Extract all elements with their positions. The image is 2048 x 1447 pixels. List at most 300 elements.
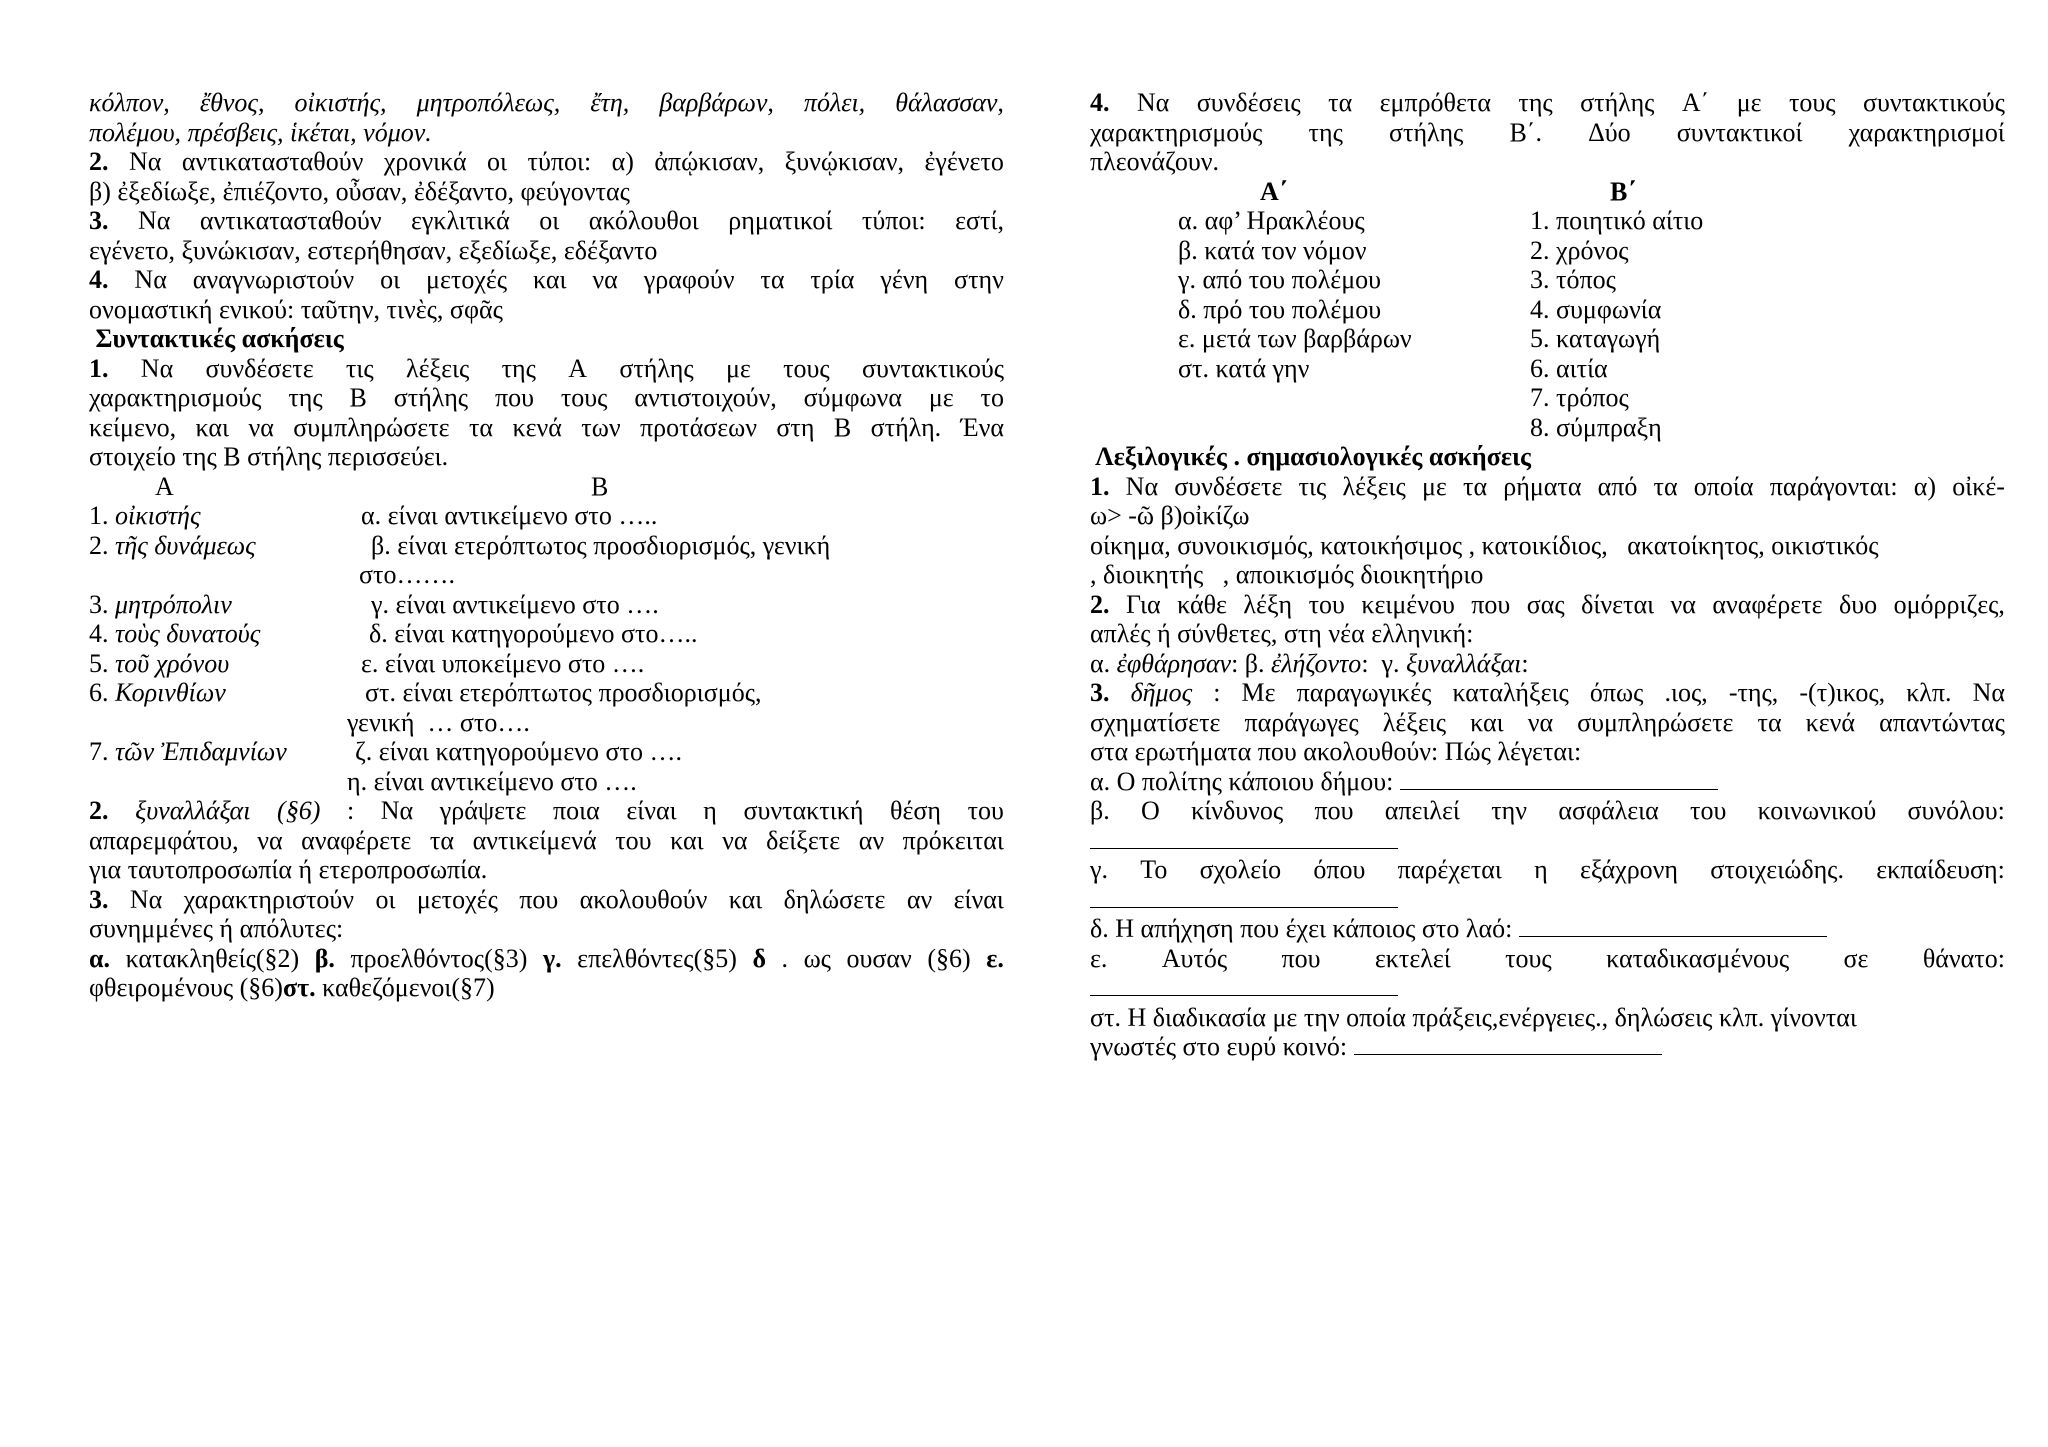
text-line [1090,767,1718,797]
word: συντακτικοί [1676,117,1803,147]
text-line [1090,1003,1857,1033]
text-segment: οίκημα, συνοικισμός, κατοικήσιμος , κατοικίδιος, ακατοίκητος, οικιστικός [1090,530,1879,560]
word: την [1491,796,1528,825]
word: συνδέσεις [1196,88,1301,117]
word: τα [1757,707,1782,737]
table-cell: στ. είναι ετερόπτωτος προσδιορισμός, [365,678,762,707]
word: η [703,796,717,825]
word: στήλης [1389,117,1464,147]
text-segment: , διοικητής , αποικισμός διοικητήριο [1090,560,1484,589]
word: τα [468,412,494,442]
word: Το [1140,855,1168,884]
text-line [89,236,657,266]
word: . [781,943,789,973]
word: στην [954,265,1004,294]
word: 4. [89,265,109,294]
word: αντιστοιχούν, [634,383,777,412]
word: σχολείο [1199,855,1282,884]
text-segment: 6. [89,678,115,707]
word: αναφέρετε [1712,589,1823,619]
text-segment: 7. [89,737,115,766]
text-line [1090,678,2005,708]
word: γένη [880,265,929,294]
word: αν [906,884,933,914]
word: Β΄. [1509,117,1542,147]
word: στήλης [619,353,694,383]
text-segment: πολέμου, πρέσβεις, ἱκέται, νόμον. [89,117,432,147]
word: λέξεις [1382,707,1447,737]
text-segment: 3. [89,589,115,619]
word: αν [858,825,885,855]
word: μετοχές [416,884,498,914]
word: συντακτικούς [862,353,1004,383]
text-segment: ξυναλλάξαι [1406,648,1522,678]
word: σχηματίσετε [1090,707,1221,737]
text-segment: ονομαστική ενικού: ταῦτην, τινὲς, σφᾶς [89,294,503,324]
word: ἀπῴκισαν, [654,147,765,176]
text-line [89,885,1004,915]
word: τα [429,825,454,855]
word: εξάχρονη [1579,855,1679,884]
text-segment: : [1521,648,1529,678]
word: κενά [512,412,562,442]
text-segment: τῆς δυνάμεως [115,530,256,560]
word: οι [375,884,396,914]
text-line [89,796,1004,826]
table-cell: α. είναι αντικείμενο στο ….. [361,501,658,530]
text-segment: Συντακτικές ασκήσεις [89,324,344,353]
word: ακολουθούν [579,884,708,914]
word: οἰκιστής, [294,88,387,117]
word: Να [380,796,414,825]
table-cell: ζ. είναι κατηγορούμενο στο …. [355,737,683,766]
text-segment: καθεζόμενοι(§7) [315,973,495,1002]
text-segment: πλεονάζουν. [1090,147,1219,176]
word: Αυτός [1161,943,1228,973]
word: και [533,265,567,294]
text-segment: ω> -ῶ β)οἰκίζω [1090,501,1250,530]
word: οι [487,147,508,176]
word: Να [1972,678,2005,707]
word: α. [89,943,111,973]
word: μετοχές [426,265,508,294]
word: να [248,412,274,442]
word: β. [1090,796,1110,825]
word: γ. [542,943,562,973]
table-cell: γενική … στο…. [347,707,530,737]
word: που [494,383,534,412]
word: τα [1463,471,1488,501]
text-segment: για ταυτοπροσωπία ή ετεροπροσωπία. [89,855,488,884]
word: α) [611,147,634,176]
word: πρόκειται [902,825,1004,855]
text-segment: μητρόπολιν [115,589,232,619]
word: παραγωγικές [1296,678,1432,707]
word: να [257,825,283,855]
word: .ιος, [1664,678,1708,707]
word: παράγωγες [1244,707,1359,737]
word: της [1308,117,1343,147]
text-line [1090,560,1483,590]
word: και [670,825,704,855]
word: χαρακτηρισμούς [1090,117,1263,147]
word: από [1597,471,1638,501]
word: δίνεται [1581,589,1655,619]
word: 1. [1090,471,1110,501]
word: απαντώντας [1879,707,2005,737]
word: α) [1913,471,1937,501]
text-line [1090,944,2005,974]
word: ε. [1090,943,1108,973]
word: -της, [1728,678,1779,707]
word: συνδέσετε [1174,471,1283,501]
table-cell: στ. κατά γην [1178,353,1310,383]
text-line [89,147,1004,177]
text-line [89,737,683,767]
word: σύμφωνα [803,383,902,412]
text-line [1090,1032,1662,1062]
word: δ [752,943,766,973]
word: λέξη [1243,589,1293,619]
word: που [1314,796,1354,825]
table-cell: 6. αιτία [1530,353,1608,383]
word: κενά [1805,707,1856,737]
word: ποια [553,796,600,825]
word: μητροπόλεως, [416,88,561,117]
text-line [89,442,448,472]
word: 4. [1090,88,1110,117]
text-line [1090,472,2005,502]
table-cell: η. είναι αντικείμενο στο …. [347,766,637,796]
text-segment: στα ερωτήματα που ακολουθούν: Πώς λέγεται: [1090,737,1582,766]
table-cell: στο……. [359,560,455,589]
word: κάθε [1177,589,1227,619]
table-cell: 5. καταγωγή [1530,324,1661,353]
text-segment: οἰκιστής [115,501,201,530]
word: βαρβάρων, [659,88,774,117]
word: ακόλουθοι [588,206,699,235]
table-cell: ε. μετά των βαρβάρων [1178,324,1412,353]
answer-blank [1400,767,1718,790]
text-line [89,619,698,649]
word: δῆμος [1130,678,1193,707]
word: απειλεί [1384,796,1460,825]
text-line [89,265,1004,295]
word: τους [560,383,608,412]
table-cell: ε. είναι υποκείμενο στο …. [361,648,645,678]
word: Να [140,353,174,383]
text-segment: τοῦ χρόνου [115,648,230,678]
word: με [1736,88,1762,117]
word: είναι [626,796,677,825]
word: τις [345,353,374,383]
word: τους [783,353,830,383]
text-line [89,648,645,679]
word: Με [1241,678,1276,707]
word: να [1670,589,1696,619]
table-cell: 2. χρόνος [1530,235,1629,265]
word: αντικατασταθούν [181,147,364,176]
word: γραφούν [643,265,735,294]
word: : [346,796,355,825]
word: λέξεις [405,353,470,383]
text-segment: Κορινθίων [115,678,226,707]
word: δηλώσετε [783,884,886,914]
word: με [928,383,954,412]
word: με [1421,471,1447,501]
text-line [89,678,762,708]
text-line [1090,442,1531,472]
word: αναγνωριστούν [192,265,355,294]
word: 2. [1090,589,1110,619]
text-segment: τοὺς δυνατούς [115,619,261,648]
text-line [89,295,503,325]
word: εστί, [955,206,1004,235]
text-segment: α. Ο πολίτης κάποιου δήμου: [1090,766,1400,796]
word: είναι [953,884,1004,914]
word: καταδικασμένους [1606,943,1790,973]
text-line [89,383,1004,413]
text-segment: τῶν Ἐπιδαμνίων [115,737,287,766]
word: όπου [1313,855,1366,884]
word: να [592,265,618,294]
word: 3. [89,884,109,914]
word: (§6) [927,943,971,973]
text-line [1090,737,1581,767]
word: κόλπον, [89,88,170,117]
word: κείμενο, [89,412,177,442]
text-line [89,206,1004,236]
word: ρηματικοί [728,206,833,235]
word: τους [1788,88,1836,117]
word: συνδέσετε [205,353,314,383]
word: ε. [986,943,1004,973]
word: τύποι: [861,206,926,235]
word: ξυνῴκισαν, [784,147,904,176]
table-cell: 8. σύμπραξη [1530,412,1662,442]
word: θάνατο: [1922,943,2005,973]
word: εκτελεί [1374,943,1451,973]
text-segment: στ. [282,973,316,1002]
word: τις [1298,471,1327,501]
word: η [1534,855,1548,884]
word: της [501,353,536,383]
text-segment: γνωστές στο ευρύ κοινό: [1090,1032,1354,1061]
word: με [725,353,751,383]
text-line [89,177,630,207]
text-line [1090,531,1879,561]
table-cell: Α [155,471,174,501]
text-line [1090,118,2005,148]
word: επελθόντες(§5) [577,943,737,973]
word: της [1518,88,1553,117]
word: οἰκέ- [1952,471,2005,501]
word: αναφέρετε [301,825,412,855]
word: στοιχειώδης. [1710,855,1844,884]
table-cell: β. είναι ετερόπτωτος προσδιορισμός, γενική [371,530,831,560]
word: όπως [1589,678,1644,707]
text-segment: 4. [89,619,115,648]
text-line [89,88,1004,118]
word: που [519,884,559,914]
answer-blank [1090,826,1398,849]
word: τα [1653,471,1678,501]
table-cell: β. κατά τον νόμον [1178,235,1367,265]
text-segment: ἐλήζοντο [1271,648,1362,678]
text-segment: απλές ή σύνθετες, στη νέα ελληνική: [1090,619,1474,648]
word: Να [1136,88,1170,117]
word: παρέχεται [1397,855,1502,884]
word: του [967,796,1004,825]
text-line [89,589,659,620]
text-line [1090,619,1473,649]
word: λέξεις [1342,471,1406,501]
text-line [1090,796,2005,826]
word: και [195,412,230,442]
word: στήλης [393,383,469,412]
table-cell: δ. είναι κατηγορούμενο στο….. [369,619,698,648]
word: των [581,412,621,442]
word: χαρακτηριστούν [183,884,355,914]
word: ἔτη, [590,88,630,117]
text-segment: στοιχείο της Β στήλης περισσεύει. [89,442,449,471]
word: ομόρριζες, [1893,589,2005,619]
text-line [89,354,1004,384]
word: χαρακτηρισμούς [89,383,262,412]
table-cell: Α΄ [1260,176,1288,206]
word: του [1308,589,1345,619]
table-cell: δ. πρό του πολέμου [1178,294,1382,324]
text-line [89,118,432,148]
text-segment: Λεξιλογικές . σημασιολογικές ασκήσεις [1090,442,1531,471]
text-segment: 1. [89,501,115,530]
word: οι [539,206,560,235]
answer-blank [1090,885,1398,908]
word: Ο [1141,796,1160,825]
word: αντικατασταθούν [199,206,382,235]
text-line [89,973,495,1003]
answer-blank [1519,914,1827,937]
table-cell: α. αφ’ Ηρακλέους [1178,206,1365,235]
word: Δύο [1588,117,1631,147]
word: ξυναλλάξαι [135,796,251,825]
word: Α [568,353,588,383]
word: ρήματα [1503,471,1582,501]
text-line [1090,501,1249,531]
word: ουσαν [846,943,912,973]
text-segment: β) ἐξεδίωξε, ἐπιέζοντο, οὖσαν, ἐδέξαντο, φεύγοντας [89,176,630,206]
word: αντικείμενά [472,825,597,855]
word: συμπληρώσετε [1577,707,1734,737]
answer-blank [1354,1032,1662,1055]
word: σας [1526,589,1565,619]
text-segment: ἐφθάρησαν [1116,648,1232,678]
word: 3. [1090,678,1110,707]
text-line [89,826,1004,856]
answer-blank [1090,973,1398,996]
table-cell: 4. συμφωνία [1530,294,1662,324]
word: που [1471,589,1511,619]
word: που [1281,943,1321,973]
text-line [1090,855,2005,885]
word: τρία [810,265,855,294]
table-cell: Β΄ [1610,176,1636,206]
word: γ. [1090,855,1108,884]
word: Β [349,383,367,412]
word: 3. [89,206,109,235]
word: συνόλου: [1907,796,2005,825]
word: ἔθνος, [199,88,265,117]
word: Να [138,206,171,235]
table-cell: 7. τρόπος [1530,383,1629,412]
text-segment: 2. [89,530,115,560]
word: στήλης [1580,88,1655,117]
word: τύποι: [527,147,592,176]
word: κλπ. [1906,678,1952,707]
text-segment: : γ. [1361,648,1407,678]
word: συμπληρώσετε [293,412,450,442]
text-line [1090,885,1398,915]
word: το [980,383,1004,412]
word: και [1470,707,1504,737]
word: παράγονται: [1769,471,1898,501]
text-line [89,914,343,944]
word: τους [1505,943,1552,973]
word: 2. [89,796,109,825]
text-segment: α. [1090,648,1117,678]
text-line [1090,88,2005,118]
word: θέση [890,796,942,825]
text-segment: : β. [1231,648,1272,678]
text-line [89,413,1004,443]
word: Να [128,147,162,176]
text-line [1090,826,1398,856]
word: Α΄ [1681,88,1710,117]
word: στη [776,412,815,442]
word: Να [1125,471,1159,501]
word: ασφάλεια [1558,796,1659,825]
word: να [1527,707,1554,737]
text-line [1090,914,1827,944]
word: κατακληθείς(§2) [125,943,300,973]
word: Ένα [960,412,1004,442]
word: θάλασσαν, [895,88,1004,117]
word: συντακτική [743,796,864,825]
text-line [89,855,487,885]
text-line [89,944,1004,974]
word: και [728,884,763,914]
text-segment: φθειρομένους (§6) [89,973,283,1002]
word: ἐγένετο [924,147,1004,176]
table-cell: γ. από του πολέμου [1178,265,1382,294]
word: συντακτικούς [1862,88,2005,117]
word: εγκλιτικά [410,206,510,235]
word: Για [1125,589,1161,619]
text-line [1090,590,2005,620]
text-segment: εγένετο, ξυνώκισαν, εστερήθησαν, εξεδίωξε, εδέξαντο [89,235,658,265]
word: εμπρόθετα [1379,88,1491,117]
word: ως [803,943,831,973]
word: δυο [1839,589,1878,619]
word: Να [129,884,163,914]
word: -(τ)ικος, [1799,678,1886,707]
table-cell: 1. ποιητικό αίτιο [1530,206,1704,235]
word: απαρεμφάτου, [89,825,239,855]
text-line [1090,649,1529,679]
word: οι [380,265,401,294]
text-segment: στ. Η διαδικασία με την οποία πράξεις,ενέργειες., δηλώσεις κλπ. γίνονται [1090,1002,1857,1032]
table-cell: 3. τόπος [1530,265,1616,294]
